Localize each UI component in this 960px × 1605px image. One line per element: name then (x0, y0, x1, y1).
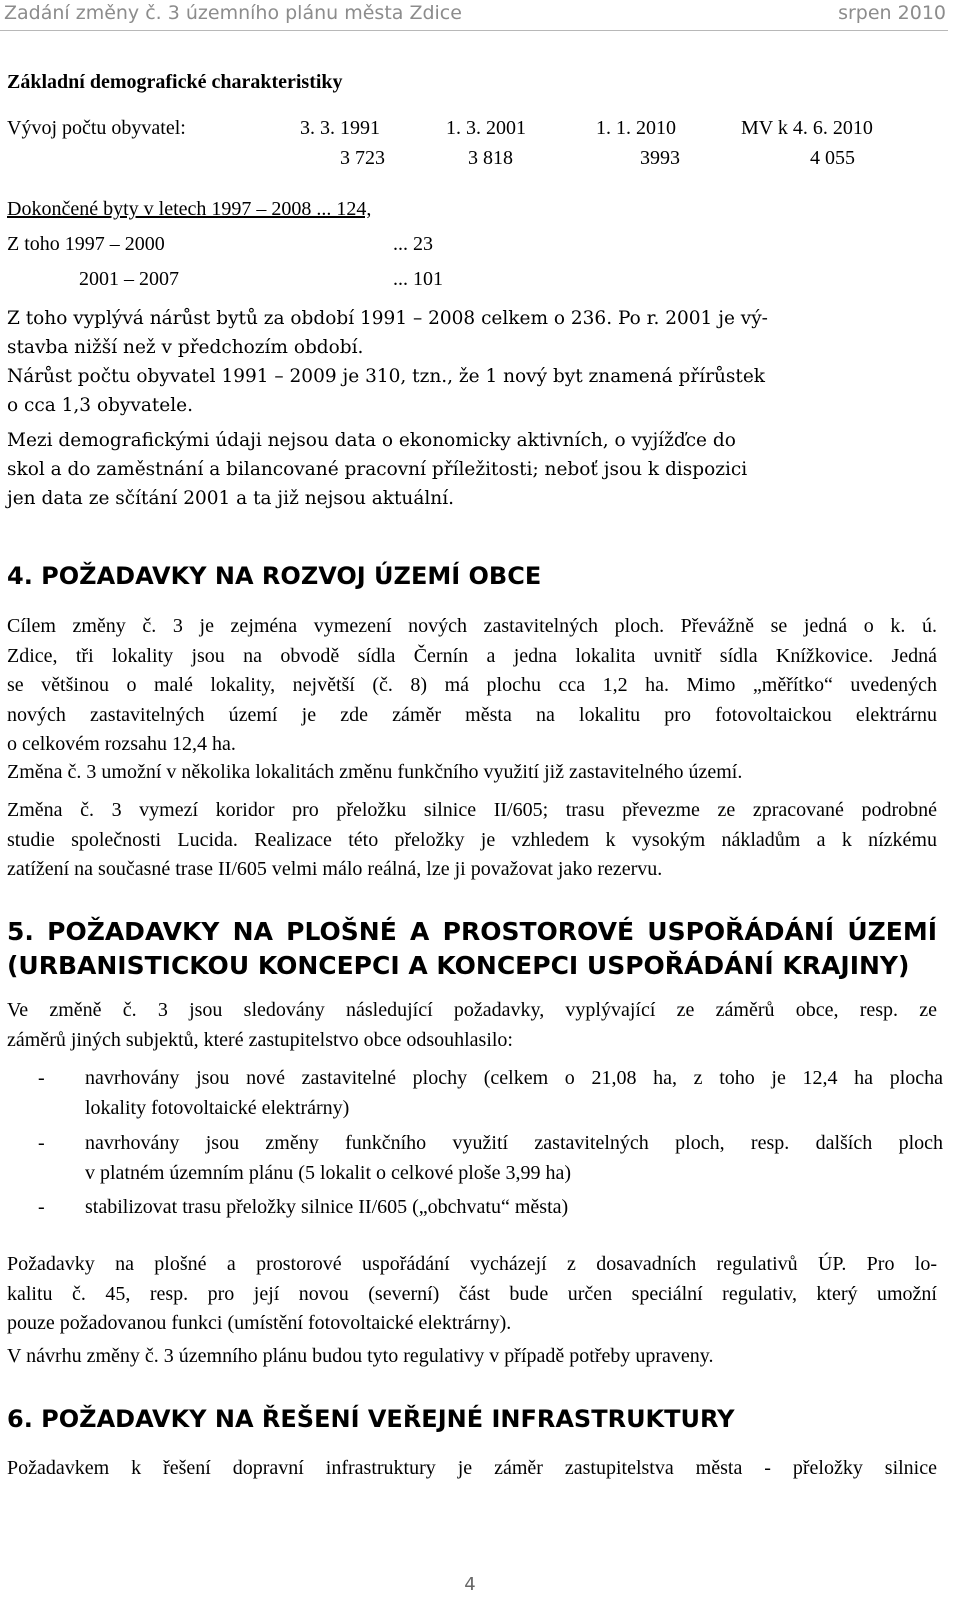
housing-sub1-value: ... 23 (393, 233, 433, 255)
text-line: kalitu č. 45, resp. pro její novou (severní) část bude určen speciální regulativ, který umožní (7, 1282, 937, 1305)
population-date-2001: 1. 3. 2001 (446, 117, 526, 139)
section-5-paragraph (7, 1250, 937, 1339)
list-bullet: - (38, 1067, 45, 1089)
text-line: Požadavky na plošné a prostorové uspořádání vycházejí z dosavadních regulativů ÚP. Pro lo- (7, 1253, 937, 1275)
text-line: lokality fotovoltaické elektrárny) (85, 1096, 350, 1119)
text-line: v platném územním plánu (5 lokalit o celkové ploše 3,99 ha) (85, 1161, 571, 1184)
text-line: jen data ze sčítání 2001 a ta již nejsou aktuální. (7, 488, 454, 509)
text-line: Zdice, tři lokality jsou na obvodě sídla Černín a jedna lokalita uvnitř sídla Knížkovice. Jedná (7, 644, 937, 667)
list-item (7, 1193, 937, 1223)
text-line: o cca 1,3 obyvatele. (7, 395, 193, 416)
text-line: stavba nižší než v předchozím období. (7, 337, 364, 358)
text-line: navrhovány jsou nové zastavitelné plochy (celkem o 21,08 ha, z toho je 12,4 ha plocha (85, 1067, 943, 1089)
housing-sub2-label: 2001 – 2007 (79, 268, 179, 290)
text-line: skol a do zaměstnání a bilancované pracovní příležitosti; neboť jsou k dispozici (7, 459, 748, 480)
section-5-heading (7, 915, 937, 983)
text-line: navrhovány jsou změny funkčního využití zastavitelných ploch, resp. dalších ploch (85, 1132, 943, 1154)
text-line: pouze požadovanou funkci (umístění fotovoltaické elektrárny). (7, 1312, 512, 1334)
population-value-mv: 4 055 (810, 147, 855, 169)
list-bullet: - (38, 1132, 45, 1154)
text-line: Změna č. 3 vymezí koridor pro přeložku silnice II/605; trasu převezme ze zpracované podrobné (7, 799, 937, 821)
text-line: o celkovém rozsahu 12,4 ha. (7, 733, 236, 755)
text-line: Požadavkem k řešení dopravní infrastruktury je záměr zastupitelstva města - přeložky silnice (7, 1457, 937, 1479)
section-6-heading: 6. POŽADAVKY NA ŘEŠENÍ VEŘEJNÉ INFRASTRUKTURY (7, 1405, 735, 1433)
text-line: Z toho vyplývá nárůst bytů za období 1991 – 2008 celkem o 236. Po r. 2001 je vý- (7, 308, 768, 329)
text-line: Ve změně č. 3 jsou sledovány následující požadavky, vyplývající ze záměrů obce, resp. ze (7, 999, 937, 1021)
text-line: záměrů jiných subjektů, které zastupitelstvo obce odsouhlasilo: (7, 1028, 513, 1051)
list-item (7, 1129, 943, 1189)
population-date-2010: 1. 1. 2010 (596, 117, 676, 139)
text-line: stabilizovat trasu přeložky silnice II/605 („obchvatu“ města) (85, 1196, 569, 1218)
section-4-paragraph-3 (7, 796, 937, 885)
section-4-paragraph-2: Změna č. 3 umožní v několika lokalitách změnu funkčního využití již zastavitelného území. (7, 761, 743, 783)
text-line: Nárůst počtu obyvatel 1991 – 2009 je 310, tzn., že 1 nový byt znamená přírůstek (7, 366, 766, 387)
population-value-1991: 3 723 (340, 147, 385, 169)
section-4-heading: 4. POŽADAVKY NA ROZVOJ ÚZEMÍ OBCE (7, 562, 542, 590)
section-4-paragraph-1 (7, 612, 937, 760)
population-date-1991: 3. 3. 1991 (300, 117, 380, 139)
page-number: 4 (464, 1574, 476, 1595)
list-item (7, 1064, 943, 1124)
demography-heading: Základní demografické charakteristiky (7, 71, 343, 93)
housing-sub1-label: Z toho 1997 – 2000 (7, 233, 165, 255)
section-5-intro (7, 996, 937, 1055)
population-value-2010: 3993 (640, 147, 680, 169)
population-label: Vývoj počtu obyvatel: (7, 117, 186, 139)
page-header (0, 0, 960, 30)
text-line: nových zastavitelných území je zde záměr města na lokalitu pro fotovoltaickou elektrárnu (7, 703, 937, 726)
population-value-2001: 3 818 (468, 147, 513, 169)
population-date-mv: MV k 4. 6. 2010 (741, 117, 873, 139)
section-5-last-paragraph: V návrhu změny č. 3 územního plánu budou tyto regulativy v případě potřeby upraveny. (7, 1345, 714, 1367)
section-5-heading-line-1: 5. POŽADAVKY NA PLOŠNÉ A PROSTOROVÉ USPOŘÁDÁNÍ ÚZEMÍ (7, 917, 937, 946)
text-line: Mezi demografickými údaji nejsou data o ekonomicky aktivních, o vyjížďce do (7, 430, 736, 451)
header-date: srpen 2010 (838, 2, 946, 24)
text-line: Cílem změny č. 3 je zejména vymezení nových zastavitelných ploch. Převážně se jedná o k. ú. (7, 615, 937, 637)
text-line: studie společnosti Lucida. Realizace této přeložky je vzhledem k vysokým nákladům a k nízkému (7, 828, 937, 851)
housing-completed-line: Dokončené byty v letech 1997 – 2008 ... 124, (7, 198, 372, 220)
section-6-paragraph (7, 1454, 937, 1484)
demography-commentary (7, 304, 937, 513)
text-line: se většinou o malé lokality, největší (č. 8) má plochu cca 1,2 ha. Mimo „měřítko“ uvedených (7, 674, 937, 696)
section-5-heading-line-2: (URBANISTICKOU KONCEPCI A KONCEPCI USPOŘÁDÁNÍ KRAJINY) (7, 951, 910, 980)
header-divider (0, 30, 948, 31)
header-title: Zadání změny č. 3 územního plánu města Zdice (4, 2, 462, 24)
housing-sub2-value: ... 101 (393, 268, 443, 290)
list-bullet: - (38, 1196, 45, 1218)
text-line: zatížení na současné trase II/605 velmi málo reálná, lze ji považovat jako rezervu. (7, 858, 663, 880)
